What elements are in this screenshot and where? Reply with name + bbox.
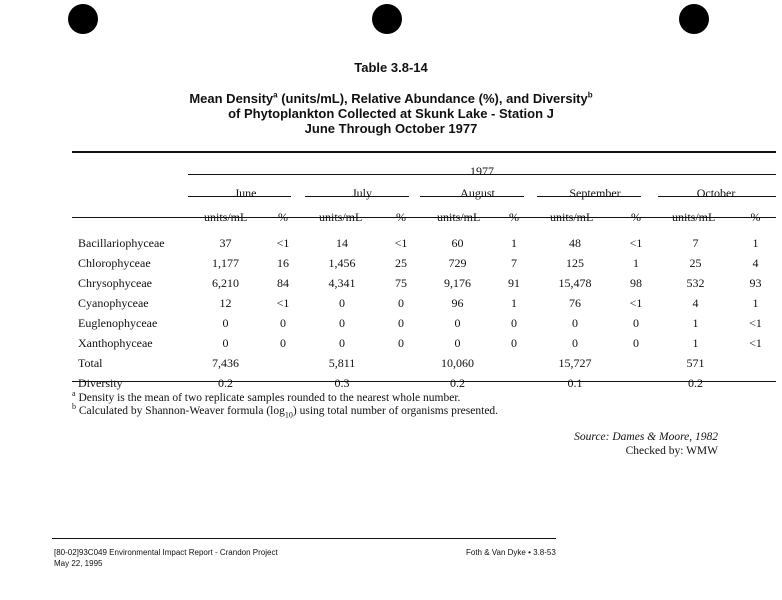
footer-rule (52, 538, 556, 539)
cell-units: 0 (222, 335, 229, 350)
cell-percent: 0 (280, 315, 286, 330)
cell-units: 7 (692, 235, 699, 250)
cell-units: 125 (566, 255, 584, 270)
cell-percent: 0 (398, 295, 404, 310)
cell-percent: <1 (276, 295, 290, 310)
cell-percent: <1 (629, 235, 643, 250)
row-label: Euglenophyceae (78, 315, 158, 330)
cell-units: 0.1 (567, 375, 583, 390)
cell-units: 0.2 (218, 375, 233, 390)
cell-percent (735, 373, 776, 393)
cell-percent: 0 (511, 315, 517, 330)
row-label: Cyanophyceae (78, 295, 149, 310)
cell-percent (494, 373, 534, 393)
row-label: Total (78, 355, 103, 370)
row-label: Diversity (78, 375, 123, 390)
units-header: units/mL (437, 209, 481, 224)
cell-percent: <1 (749, 335, 762, 350)
cell-units: 76 (569, 295, 581, 310)
cell-percent: 1 (633, 255, 639, 270)
cell-percent (381, 353, 421, 373)
table-row (72, 353, 776, 373)
cell-units: 1 (692, 315, 699, 330)
cell-percent: <1 (276, 235, 290, 250)
cell-units: 1,177 (212, 255, 239, 270)
table-row (72, 229, 776, 253)
cell-units: 4 (692, 295, 699, 310)
cell-units: 5,811 (328, 355, 356, 370)
cell-units: 0 (572, 315, 578, 330)
cell-units: 571 (686, 355, 705, 370)
cell-percent (494, 353, 534, 373)
cell-percent: 98 (630, 275, 642, 290)
month-header: October (696, 186, 736, 200)
table-label: Table 3.8-14 (354, 60, 428, 75)
cell-percent: 0 (398, 315, 404, 330)
table-row (72, 333, 776, 353)
cell-percent: 84 (277, 275, 289, 290)
cell-units: 0.2 (688, 375, 703, 390)
row-label: Xanthophyceae (78, 335, 153, 350)
cell-percent: 0 (511, 335, 517, 350)
punch-hole (372, 4, 402, 34)
cell-percent: 0 (633, 335, 639, 350)
cell-units: 10,060 (441, 355, 474, 370)
cell-units: 1 (692, 335, 699, 350)
cell-percent: 7 (511, 255, 517, 270)
cell-units: 0 (454, 335, 461, 350)
table-title-line3: June Through October 1977 (304, 121, 478, 136)
cell-percent: 0 (633, 315, 639, 330)
cell-units: 532 (686, 275, 705, 290)
phytoplankton-table (72, 160, 776, 393)
row-label: Bacillariophyceae (78, 235, 165, 250)
cell-units: 0 (339, 295, 345, 310)
table-row (72, 293, 776, 313)
document-id: [80-02]93C049 Environmental Impact Report - Crandon Project (54, 548, 278, 557)
cell-percent: 1 (752, 295, 759, 310)
table-row (72, 253, 776, 273)
table-title-line1: Mean Density$^a$ (units/mL), Relative Abundance (%), and Diversity$^b$ (189, 90, 593, 106)
cell-percent: 1 (752, 235, 759, 250)
cell-percent: <1 (394, 235, 408, 250)
document-date: May 22, 1995 (54, 559, 103, 568)
cell-percent (616, 373, 656, 393)
footnote-b: $^b$ Calculated by Shannon-Weaver formula $(\log_{10})$ using total number of organisms presented. (72, 402, 499, 420)
cell-units: 0.3 (334, 375, 350, 390)
cell-units: 0.2 (450, 375, 465, 390)
row-label: Chrysophyceae (78, 275, 152, 290)
percent-header: % (509, 209, 519, 224)
units-header: units/mL (204, 209, 248, 224)
year-header: 1977 (470, 163, 495, 178)
cell-percent: 25 (395, 255, 407, 270)
table-row (72, 313, 776, 333)
percent-header: % (631, 209, 641, 224)
table-top-rule (72, 151, 776, 153)
cell-percent: 4 (752, 255, 759, 270)
cell-percent: 75 (395, 275, 407, 290)
cell-units: 0 (454, 315, 461, 330)
cell-units: 9,176 (444, 275, 471, 290)
percent-header: % (396, 209, 406, 224)
cell-percent: 0 (280, 335, 286, 350)
cell-percent (381, 373, 421, 393)
cell-units: 1,456 (328, 255, 356, 270)
cell-units: 96 (451, 295, 464, 310)
checked-by-note: Checked by: WMW (625, 445, 718, 457)
punch-hole (679, 4, 709, 34)
table-title-line2: of Phytoplankton Collected at Skunk Lake - Station J (228, 106, 554, 121)
cell-units: 60 (451, 235, 464, 250)
month-header: September (569, 186, 621, 200)
cell-units: 4,341 (328, 275, 356, 290)
table-row (72, 273, 776, 293)
cell-percent: 93 (749, 275, 762, 290)
month-header: July (351, 186, 372, 200)
cell-percent: 1 (511, 235, 517, 250)
cell-percent (616, 353, 656, 373)
cell-units: 14 (336, 235, 348, 250)
cell-percent: 91 (508, 275, 520, 290)
percent-header: % (750, 209, 761, 224)
percent-header: % (278, 209, 288, 224)
month-header: August (460, 186, 495, 200)
cell-percent (263, 353, 303, 373)
source-note: Source: Dames & Moore, 1982 (574, 431, 718, 443)
cell-percent: 16 (277, 255, 289, 270)
cell-percent: 1 (511, 295, 517, 310)
footnote-a: $^a$ Density is the mean of two replicate samples rounded to the nearest whole number. (72, 389, 461, 404)
cell-units: 12 (219, 295, 232, 310)
cell-units: 15,478 (558, 275, 592, 290)
table-row (72, 373, 776, 393)
row-label: Chlorophyceae (78, 255, 151, 270)
cell-units: 0 (572, 335, 578, 350)
cell-units: 6,210 (212, 275, 239, 290)
units-header: units/mL (672, 209, 716, 224)
page-reference: Foth & Van Dyke • 3.8-53 (466, 548, 556, 557)
cell-units: 48 (569, 235, 581, 250)
cell-percent: 0 (398, 335, 404, 350)
punch-hole (68, 4, 98, 34)
cell-units: 15,727 (558, 355, 592, 370)
cell-percent (263, 373, 303, 393)
cell-units: 729 (448, 255, 467, 270)
cell-units: 37 (219, 235, 232, 250)
cell-units: 25 (689, 255, 702, 270)
month-header: June (234, 186, 257, 200)
cell-units: 0 (222, 315, 229, 330)
cell-percent: <1 (749, 315, 762, 330)
cell-units: 0 (339, 335, 345, 350)
cell-units: 0 (339, 315, 345, 330)
cell-units: 7,436 (212, 355, 239, 370)
units-header: units/mL (550, 209, 594, 224)
cell-percent (735, 353, 776, 373)
units-header: units/mL (319, 209, 363, 224)
cell-percent: <1 (629, 295, 643, 310)
